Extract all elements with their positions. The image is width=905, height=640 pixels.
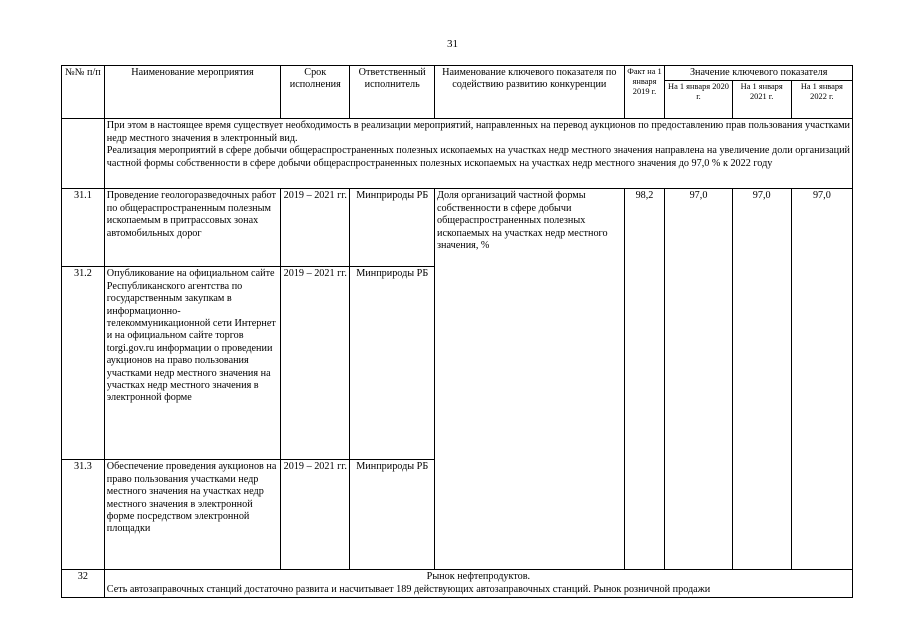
intro-cell	[104, 119, 852, 189]
header-fact: Факт на 1 января 2019 г.	[624, 66, 665, 119]
header-name: Наименование мероприятия	[104, 66, 280, 119]
section-title: Рынок нефтепродуктов.	[426, 571, 531, 583]
header-year-2021: На 1 января 2021 г.	[732, 81, 791, 119]
row-term: 2019 – 2021 гг.	[281, 189, 350, 267]
header-responsible: Ответственный исполнитель	[350, 66, 435, 119]
intro-paragraph-1: При этом в настоящее время существует необходимость в реализации мероприятий, направленных на перевод аукционов по предоставлению прав пользования участками недр местного значения в электронный вид.	[106, 120, 850, 144]
row-measure-name: Опубликование на официальном сайте Республиканского агентства по государственным закупкам в информационно-телекоммуникационной сети Интернет и на официальном сайте торгов torgi.gov.ru информации о проведении аукционов на право пользования участками недр местного значения на участках недр местного значения в электронной форме	[104, 267, 280, 460]
section-text: Сеть автозаправочных станций достаточно развита и насчитывает 189 действующих автозаправочных станций. Рынок розничной продажи	[106, 583, 711, 595]
row-measure-name: Обеспечение проведения аукционов на право пользования участками недр местного значения на участках недр местного значения в электронной форме посредством электронной площадки	[104, 460, 280, 570]
header-num: №№ п/п	[62, 66, 105, 119]
intro-paragraph-2: Реализация мероприятий в сфере добычи общераспространенных полезных ископаемых на участках недр местного значения направлена на увеличение доли организаций частной формы собственности в сфере добычи общераспространенных полезных ископаемых на участках недр местного значения до 97,0 % к 2022 году	[106, 145, 850, 169]
row-responsible: Минприроды РБ	[350, 267, 435, 460]
table-row	[62, 189, 853, 267]
row-num: 31.1	[62, 189, 105, 267]
row-responsible: Минприроды РБ	[350, 189, 435, 267]
header-term: Срок исполнения	[281, 66, 350, 119]
row-responsible: Минприроды РБ	[350, 460, 435, 570]
header-year-2020: На 1 января 2020 г.	[665, 81, 732, 119]
intro-row	[62, 119, 853, 189]
section-cell	[104, 570, 852, 598]
row-num: 31.3	[62, 460, 105, 570]
indicator-value-2021: 97,0	[732, 189, 791, 570]
row-term: 2019 – 2021 гг.	[281, 460, 350, 570]
header-indicator: Наименование ключевого показателя по содействию развитию конкуренции	[435, 66, 625, 119]
row-measure-name: Проведение геологоразведочных работ по общераспространенным полезным ископаемым в притрассовых зонах автомобильных дорог	[104, 189, 280, 267]
intro-num-cell	[62, 119, 105, 189]
indicator-name: Доля организаций частной формы собственности в сфере добычи общераспространенных полезных ископаемых на участках недр местного значения, %	[435, 189, 625, 570]
header-value-group: Значение ключевого показателя	[665, 66, 853, 81]
measures-table	[61, 65, 853, 598]
indicator-value-2020: 97,0	[665, 189, 732, 570]
header-year-2022: На 1 января 2022 г.	[791, 81, 852, 119]
indicator-fact: 98,2	[624, 189, 665, 570]
section-num: 32	[62, 570, 105, 598]
row-num: 31.2	[62, 267, 105, 460]
section-row	[62, 570, 853, 598]
page-number: 31	[447, 38, 458, 50]
row-term: 2019 – 2021 гг.	[281, 267, 350, 460]
header-row-1	[62, 66, 853, 81]
indicator-value-2022: 97,0	[791, 189, 852, 570]
